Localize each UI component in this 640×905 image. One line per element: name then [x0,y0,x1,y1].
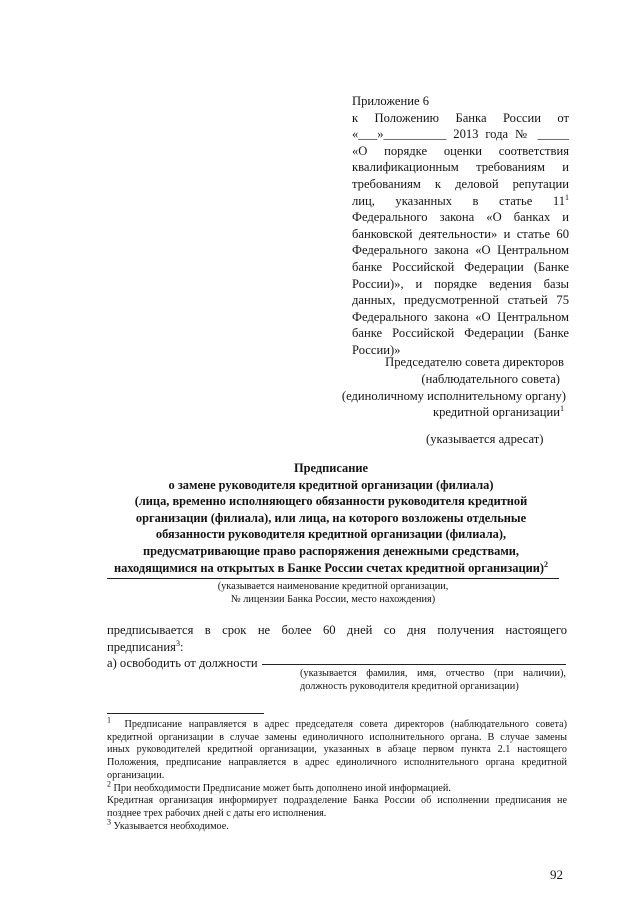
footnote-text: Кредитная организация информирует подразделение Банка России об исполнении предписания не [107,795,567,807]
body-punct: : [179,639,184,654]
title-line: (лица, временно исполняющего обязанности руководителя кредитной [134,494,528,509]
addressee-line: (единоличному исполнительному органу) [341,388,566,403]
appendix-line: России)» [352,342,401,357]
footnote-3 [107,817,567,834]
appendix-line: банке Российской Федерации (Банке [352,259,569,274]
appendix-line: России)», и порядке ведения базы [352,276,569,291]
appendix-line: требованиям к деловой репутации [352,176,569,191]
appendix-line: Федерального закона «О банках и [352,210,569,225]
organization-field-line [107,578,559,579]
footnote-text: Положения, предписание направляется в адрес единоличного исполнительного органа кредитной [107,757,567,769]
footnote-separator [107,713,264,714]
appendix-line: данных, предусмотренной статьей 75 [352,293,569,308]
appendix-line: к Положению Банка России от [352,110,569,125]
footnote-mark: 2 [107,779,111,789]
addressee-line: кредитной организации [432,405,560,420]
footnote-ref: 1 [560,404,564,414]
footnotes [107,715,568,833]
footnote-1-line-1 [107,715,568,732]
title-line: обязанности руководителя кредитной организации (филиала), [155,527,507,542]
appendix-line: «О порядке оценки соответствия [352,143,569,158]
position-field-line [262,664,566,665]
body-line: а) освободить от должности [107,656,258,671]
footnote-ref: 2 [544,559,549,569]
title-line: находящимися на открытых в Банке России счетах кредитной организации) [113,560,545,575]
caption-line: должность руководителя кредитной организации) [300,681,519,692]
footnote-text: кредитной организации в случае замены единоличного исполнительного органа. В случае замены [107,731,567,743]
body-line-2 [107,639,567,656]
footnote-text: позднее трех рабочих дней с даты его исполнения. [107,807,327,819]
footnote-text: При необходимости Предписание может быть дополнено иной информацией. [113,782,451,794]
addressee-note: (указывается адресат) [426,432,544,446]
appendix-header [352,93,569,359]
footnote-text: Указывается необходимое. [113,820,229,832]
footnote-ref: 3 [175,638,180,648]
person-caption [300,667,566,693]
title-line: предусматривающие право распоряжения денежными средствами, [142,543,520,558]
footnote-text: организации. [107,769,165,781]
title-line: о замене руководителя кредитной организации (филиала) [168,477,494,492]
appendix-line: квалификационным требованиям и [352,160,569,175]
footnote-text: иных руководителей кредитной организации, указанных в абзаце первом пункта 2.1 настоящего [107,744,567,756]
appendix-line: банке Российской Федерации (Банке [352,326,569,341]
addressee-line: Председателю совета директоров [385,355,564,369]
appendix-line-article [352,193,569,210]
appendix-line: Федерального закона «О Центральном [352,309,569,324]
appendix-line: лиц, указанных в статье 11 [352,193,565,208]
caption-line: (указывается наименование кредитной организации, [217,581,449,592]
footnote-ref: 1 [565,192,569,202]
addressee-line: (наблюдательного совета) [421,371,560,386]
title-line: организации (филиала), или лица, на которого возложены отдельные [135,510,527,525]
page-number: 92 [550,867,563,882]
footnote-mark: 1 [107,715,111,725]
caption-line: (указывается фамилия, имя, отчество (при наличии), [300,668,566,679]
organization-caption [107,580,559,606]
body-line: предписания [107,639,176,654]
appendix-line: Приложение 6 [352,94,430,108]
title-heading: Предписание [293,461,369,475]
appendix-line: Федерального закона «О Центральном [352,243,569,258]
footnote-2 [107,779,567,796]
document-title [96,460,566,576]
footnote-mark: 3 [107,817,111,827]
appendix-line: «___»__________ 2013 года № _____ [352,127,569,142]
appendix-line: банковской деятельности» и статье 60 [352,226,569,241]
footnote-text: Предписание направляется в адрес председателя совета директоров (наблюдательного совета) [124,719,568,730]
title-line-last [96,560,566,577]
caption-line: № лицензии Банка России, место нахождения) [230,594,436,605]
addressee-line-last [266,404,566,421]
body-line: предписывается в срок не более 60 дней со дня получения настоящего [107,623,567,637]
addressee-block [266,354,566,421]
